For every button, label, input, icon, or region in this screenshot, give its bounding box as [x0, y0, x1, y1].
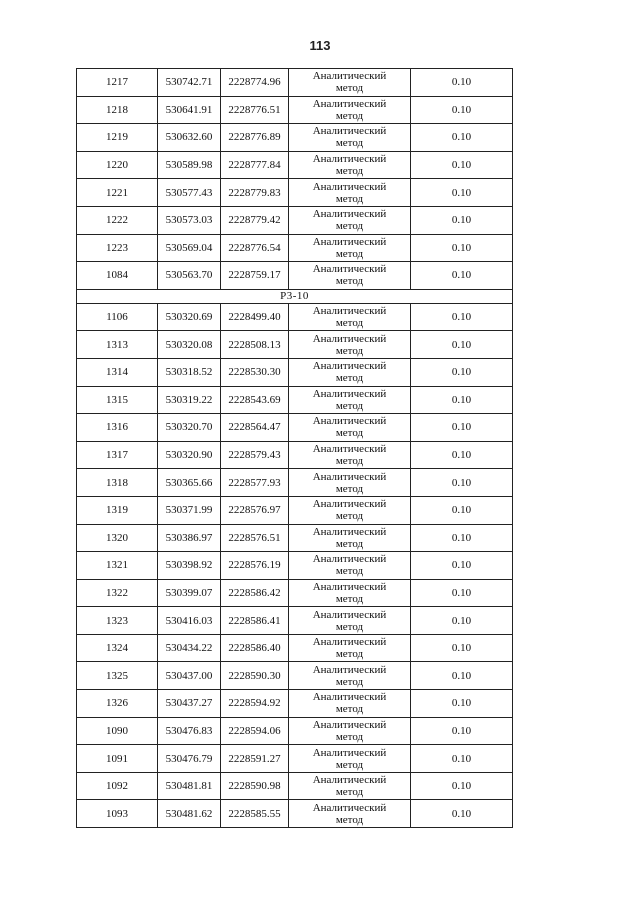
method-line1: Аналитический — [312, 580, 387, 593]
y-coordinate-cell: 2228577.93 — [221, 469, 289, 497]
method-line2: метод — [335, 592, 364, 605]
method-cell — [289, 69, 411, 97]
table-row — [77, 745, 513, 773]
method-cell — [289, 234, 411, 262]
table-row — [77, 662, 513, 690]
method-line1: Аналитический — [312, 443, 387, 456]
accuracy-cell: 0.10 — [411, 772, 513, 800]
method-line1: Аналитический — [312, 774, 387, 787]
method-cell — [289, 386, 411, 414]
method-line2: метод — [335, 648, 364, 661]
point-number-cell: 1319 — [77, 496, 158, 524]
point-number-cell: 1217 — [77, 69, 158, 97]
method-line2: метод — [335, 427, 364, 440]
method-line1: Аналитический — [312, 691, 387, 704]
method-line1: Аналитический — [312, 553, 387, 566]
y-coordinate-cell: 2228594.06 — [221, 717, 289, 745]
x-coordinate-cell: 530641.91 — [158, 96, 221, 124]
accuracy-cell: 0.10 — [411, 179, 513, 207]
accuracy-cell: 0.10 — [411, 262, 513, 290]
method-line1: Аналитический — [312, 525, 387, 538]
accuracy-cell: 0.10 — [411, 151, 513, 179]
method-line1: Аналитический — [312, 153, 387, 166]
point-number-cell: 1318 — [77, 469, 158, 497]
table-row — [77, 69, 513, 97]
table-row — [77, 303, 513, 331]
table-row — [77, 124, 513, 152]
y-coordinate-cell: 2228776.54 — [221, 234, 289, 262]
method-line2: метод — [335, 192, 364, 205]
method-cell — [289, 441, 411, 469]
accuracy-cell: 0.10 — [411, 579, 513, 607]
y-coordinate-cell: 2228499.40 — [221, 303, 289, 331]
method-line2: метод — [335, 455, 364, 468]
point-number-cell: 1218 — [77, 96, 158, 124]
method-cell — [289, 662, 411, 690]
method-cell — [289, 358, 411, 386]
x-coordinate-cell: 530320.90 — [158, 441, 221, 469]
method-line2: метод — [335, 620, 364, 633]
method-line1: Аналитический — [312, 608, 387, 621]
point-number-cell: 1323 — [77, 607, 158, 635]
x-coordinate-cell: 530632.60 — [158, 124, 221, 152]
point-number-cell: 1314 — [77, 358, 158, 386]
method-cell — [289, 96, 411, 124]
method-cell — [289, 262, 411, 290]
method-cell — [289, 717, 411, 745]
coordinates-table — [76, 68, 513, 828]
x-coordinate-cell: 530371.99 — [158, 496, 221, 524]
method-line1: Аналитический — [312, 470, 387, 483]
method-line1: Аналитический — [312, 125, 387, 138]
x-coordinate-cell: 530398.92 — [158, 552, 221, 580]
table-row — [77, 552, 513, 580]
method-line1: Аналитический — [312, 97, 387, 110]
x-coordinate-cell: 530481.81 — [158, 772, 221, 800]
method-cell — [289, 179, 411, 207]
accuracy-cell: 0.10 — [411, 234, 513, 262]
accuracy-cell: 0.10 — [411, 414, 513, 442]
method-line2: метод — [335, 758, 364, 771]
x-coordinate-cell: 530577.43 — [158, 179, 221, 207]
accuracy-cell: 0.10 — [411, 469, 513, 497]
x-coordinate-cell: 530481.62 — [158, 800, 221, 828]
y-coordinate-cell: 2228586.41 — [221, 607, 289, 635]
point-number-cell: 1321 — [77, 552, 158, 580]
accuracy-cell: 0.10 — [411, 745, 513, 773]
method-cell — [289, 124, 411, 152]
accuracy-cell: 0.10 — [411, 386, 513, 414]
table-row — [77, 234, 513, 262]
table-row — [77, 717, 513, 745]
table-row — [77, 206, 513, 234]
method-line1: Аналитический — [312, 746, 387, 759]
method-line1: Аналитический — [312, 360, 387, 373]
point-number-cell: 1091 — [77, 745, 158, 773]
method-line2: метод — [335, 786, 364, 799]
point-number-cell: 1317 — [77, 441, 158, 469]
table-row — [77, 151, 513, 179]
method-line2: метод — [335, 813, 364, 826]
table-row — [77, 469, 513, 497]
method-line2: метод — [335, 165, 364, 178]
x-coordinate-cell: 530742.71 — [158, 69, 221, 97]
method-line1: Аналитический — [312, 263, 387, 276]
method-cell — [289, 414, 411, 442]
method-line2: метод — [335, 510, 364, 523]
method-cell — [289, 524, 411, 552]
section-header-body — [77, 289, 513, 303]
accuracy-cell: 0.10 — [411, 69, 513, 97]
accuracy-cell: 0.10 — [411, 552, 513, 580]
method-line1: Аналитический — [312, 663, 387, 676]
method-line2: метод — [335, 317, 364, 330]
x-coordinate-cell: 530437.00 — [158, 662, 221, 690]
accuracy-cell: 0.10 — [411, 206, 513, 234]
table-row — [77, 262, 513, 290]
method-line1: Аналитический — [312, 208, 387, 221]
accuracy-cell: 0.10 — [411, 717, 513, 745]
point-number-cell: 1324 — [77, 634, 158, 662]
method-line1: Аналитический — [312, 636, 387, 649]
point-number-cell: 1313 — [77, 331, 158, 359]
method-line2: метод — [335, 109, 364, 122]
point-number-cell: 1220 — [77, 151, 158, 179]
y-coordinate-cell: 2228543.69 — [221, 386, 289, 414]
x-coordinate-cell: 530416.03 — [158, 607, 221, 635]
point-number-cell: 1084 — [77, 262, 158, 290]
section-label: Р3-10 — [77, 289, 513, 303]
table-row — [77, 496, 513, 524]
table-row — [77, 358, 513, 386]
method-line2: метод — [335, 565, 364, 578]
method-cell — [289, 607, 411, 635]
accuracy-cell: 0.10 — [411, 303, 513, 331]
method-line2: метод — [335, 275, 364, 288]
table-row — [77, 634, 513, 662]
y-coordinate-cell: 2228779.42 — [221, 206, 289, 234]
point-number-cell: 1326 — [77, 690, 158, 718]
method-line1: Аналитический — [312, 332, 387, 345]
table-row — [77, 800, 513, 828]
y-coordinate-cell: 2228779.83 — [221, 179, 289, 207]
method-line2: метод — [335, 220, 364, 233]
x-coordinate-cell: 530365.66 — [158, 469, 221, 497]
table-body-after-section — [77, 303, 513, 827]
method-line2: метод — [335, 482, 364, 495]
point-number-cell: 1315 — [77, 386, 158, 414]
method-line2: метод — [335, 82, 364, 95]
x-coordinate-cell: 530320.70 — [158, 414, 221, 442]
x-coordinate-cell: 530563.70 — [158, 262, 221, 290]
accuracy-cell: 0.10 — [411, 524, 513, 552]
accuracy-cell: 0.10 — [411, 800, 513, 828]
x-coordinate-cell: 530476.79 — [158, 745, 221, 773]
point-number-cell: 1106 — [77, 303, 158, 331]
x-coordinate-cell: 530476.83 — [158, 717, 221, 745]
y-coordinate-cell: 2228530.30 — [221, 358, 289, 386]
method-line2: метод — [335, 703, 364, 716]
y-coordinate-cell: 2228586.42 — [221, 579, 289, 607]
method-line1: Аналитический — [312, 70, 387, 83]
section-header-row — [77, 289, 513, 303]
method-cell — [289, 579, 411, 607]
x-coordinate-cell: 530569.04 — [158, 234, 221, 262]
x-coordinate-cell: 530573.03 — [158, 206, 221, 234]
method-cell — [289, 552, 411, 580]
table-row — [77, 96, 513, 124]
method-line2: метод — [335, 399, 364, 412]
y-coordinate-cell: 2228776.51 — [221, 96, 289, 124]
accuracy-cell: 0.10 — [411, 634, 513, 662]
table-body-before-section — [77, 69, 513, 290]
method-cell — [289, 772, 411, 800]
method-line2: метод — [335, 730, 364, 743]
table-row — [77, 414, 513, 442]
method-line1: Аналитический — [312, 801, 387, 814]
method-cell — [289, 303, 411, 331]
method-cell — [289, 496, 411, 524]
table-row — [77, 524, 513, 552]
accuracy-cell: 0.10 — [411, 358, 513, 386]
method-cell — [289, 331, 411, 359]
table-row — [77, 607, 513, 635]
accuracy-cell: 0.10 — [411, 662, 513, 690]
point-number-cell: 1316 — [77, 414, 158, 442]
table-row — [77, 579, 513, 607]
method-cell — [289, 469, 411, 497]
x-coordinate-cell: 530589.98 — [158, 151, 221, 179]
y-coordinate-cell: 2228586.40 — [221, 634, 289, 662]
method-cell — [289, 634, 411, 662]
method-line1: Аналитический — [312, 498, 387, 511]
table-row — [77, 179, 513, 207]
point-number-cell: 1325 — [77, 662, 158, 690]
x-coordinate-cell: 530320.69 — [158, 303, 221, 331]
method-cell — [289, 151, 411, 179]
point-number-cell: 1222 — [77, 206, 158, 234]
point-number-cell: 1221 — [77, 179, 158, 207]
y-coordinate-cell: 2228508.13 — [221, 331, 289, 359]
table-row — [77, 772, 513, 800]
y-coordinate-cell: 2228759.17 — [221, 262, 289, 290]
table-row — [77, 690, 513, 718]
y-coordinate-cell: 2228579.43 — [221, 441, 289, 469]
method-line1: Аналитический — [312, 415, 387, 428]
point-number-cell: 1093 — [77, 800, 158, 828]
y-coordinate-cell: 2228564.47 — [221, 414, 289, 442]
x-coordinate-cell: 530399.07 — [158, 579, 221, 607]
x-coordinate-cell: 530319.22 — [158, 386, 221, 414]
method-cell — [289, 745, 411, 773]
method-line1: Аналитический — [312, 718, 387, 731]
method-line1: Аналитический — [312, 180, 387, 193]
method-line2: метод — [335, 372, 364, 385]
y-coordinate-cell: 2228591.27 — [221, 745, 289, 773]
y-coordinate-cell: 2228594.92 — [221, 690, 289, 718]
y-coordinate-cell: 2228590.98 — [221, 772, 289, 800]
table-row — [77, 331, 513, 359]
x-coordinate-cell: 530437.27 — [158, 690, 221, 718]
point-number-cell: 1219 — [77, 124, 158, 152]
method-cell — [289, 690, 411, 718]
method-line2: метод — [335, 137, 364, 150]
y-coordinate-cell: 2228576.51 — [221, 524, 289, 552]
y-coordinate-cell: 2228774.96 — [221, 69, 289, 97]
accuracy-cell: 0.10 — [411, 441, 513, 469]
x-coordinate-cell: 530434.22 — [158, 634, 221, 662]
point-number-cell: 1322 — [77, 579, 158, 607]
accuracy-cell: 0.10 — [411, 607, 513, 635]
accuracy-cell: 0.10 — [411, 496, 513, 524]
accuracy-cell: 0.10 — [411, 690, 513, 718]
y-coordinate-cell: 2228777.84 — [221, 151, 289, 179]
method-line1: Аналитический — [312, 235, 387, 248]
point-number-cell: 1090 — [77, 717, 158, 745]
y-coordinate-cell: 2228590.30 — [221, 662, 289, 690]
method-cell — [289, 800, 411, 828]
x-coordinate-cell: 530320.08 — [158, 331, 221, 359]
method-line2: метод — [335, 537, 364, 550]
x-coordinate-cell: 530386.97 — [158, 524, 221, 552]
point-number-cell: 1092 — [77, 772, 158, 800]
page-number: 113 — [309, 38, 331, 53]
method-line1: Аналитический — [312, 305, 387, 318]
method-line2: метод — [335, 344, 364, 357]
accuracy-cell: 0.10 — [411, 124, 513, 152]
table-row — [77, 441, 513, 469]
accuracy-cell: 0.10 — [411, 331, 513, 359]
method-line2: метод — [335, 675, 364, 688]
y-coordinate-cell: 2228576.19 — [221, 552, 289, 580]
method-line2: метод — [335, 247, 364, 260]
table-row — [77, 386, 513, 414]
method-line1: Аналитический — [312, 387, 387, 400]
y-coordinate-cell: 2228776.89 — [221, 124, 289, 152]
accuracy-cell: 0.10 — [411, 96, 513, 124]
y-coordinate-cell: 2228585.55 — [221, 800, 289, 828]
point-number-cell: 1320 — [77, 524, 158, 552]
x-coordinate-cell: 530318.52 — [158, 358, 221, 386]
y-coordinate-cell: 2228576.97 — [221, 496, 289, 524]
method-cell — [289, 206, 411, 234]
point-number-cell: 1223 — [77, 234, 158, 262]
